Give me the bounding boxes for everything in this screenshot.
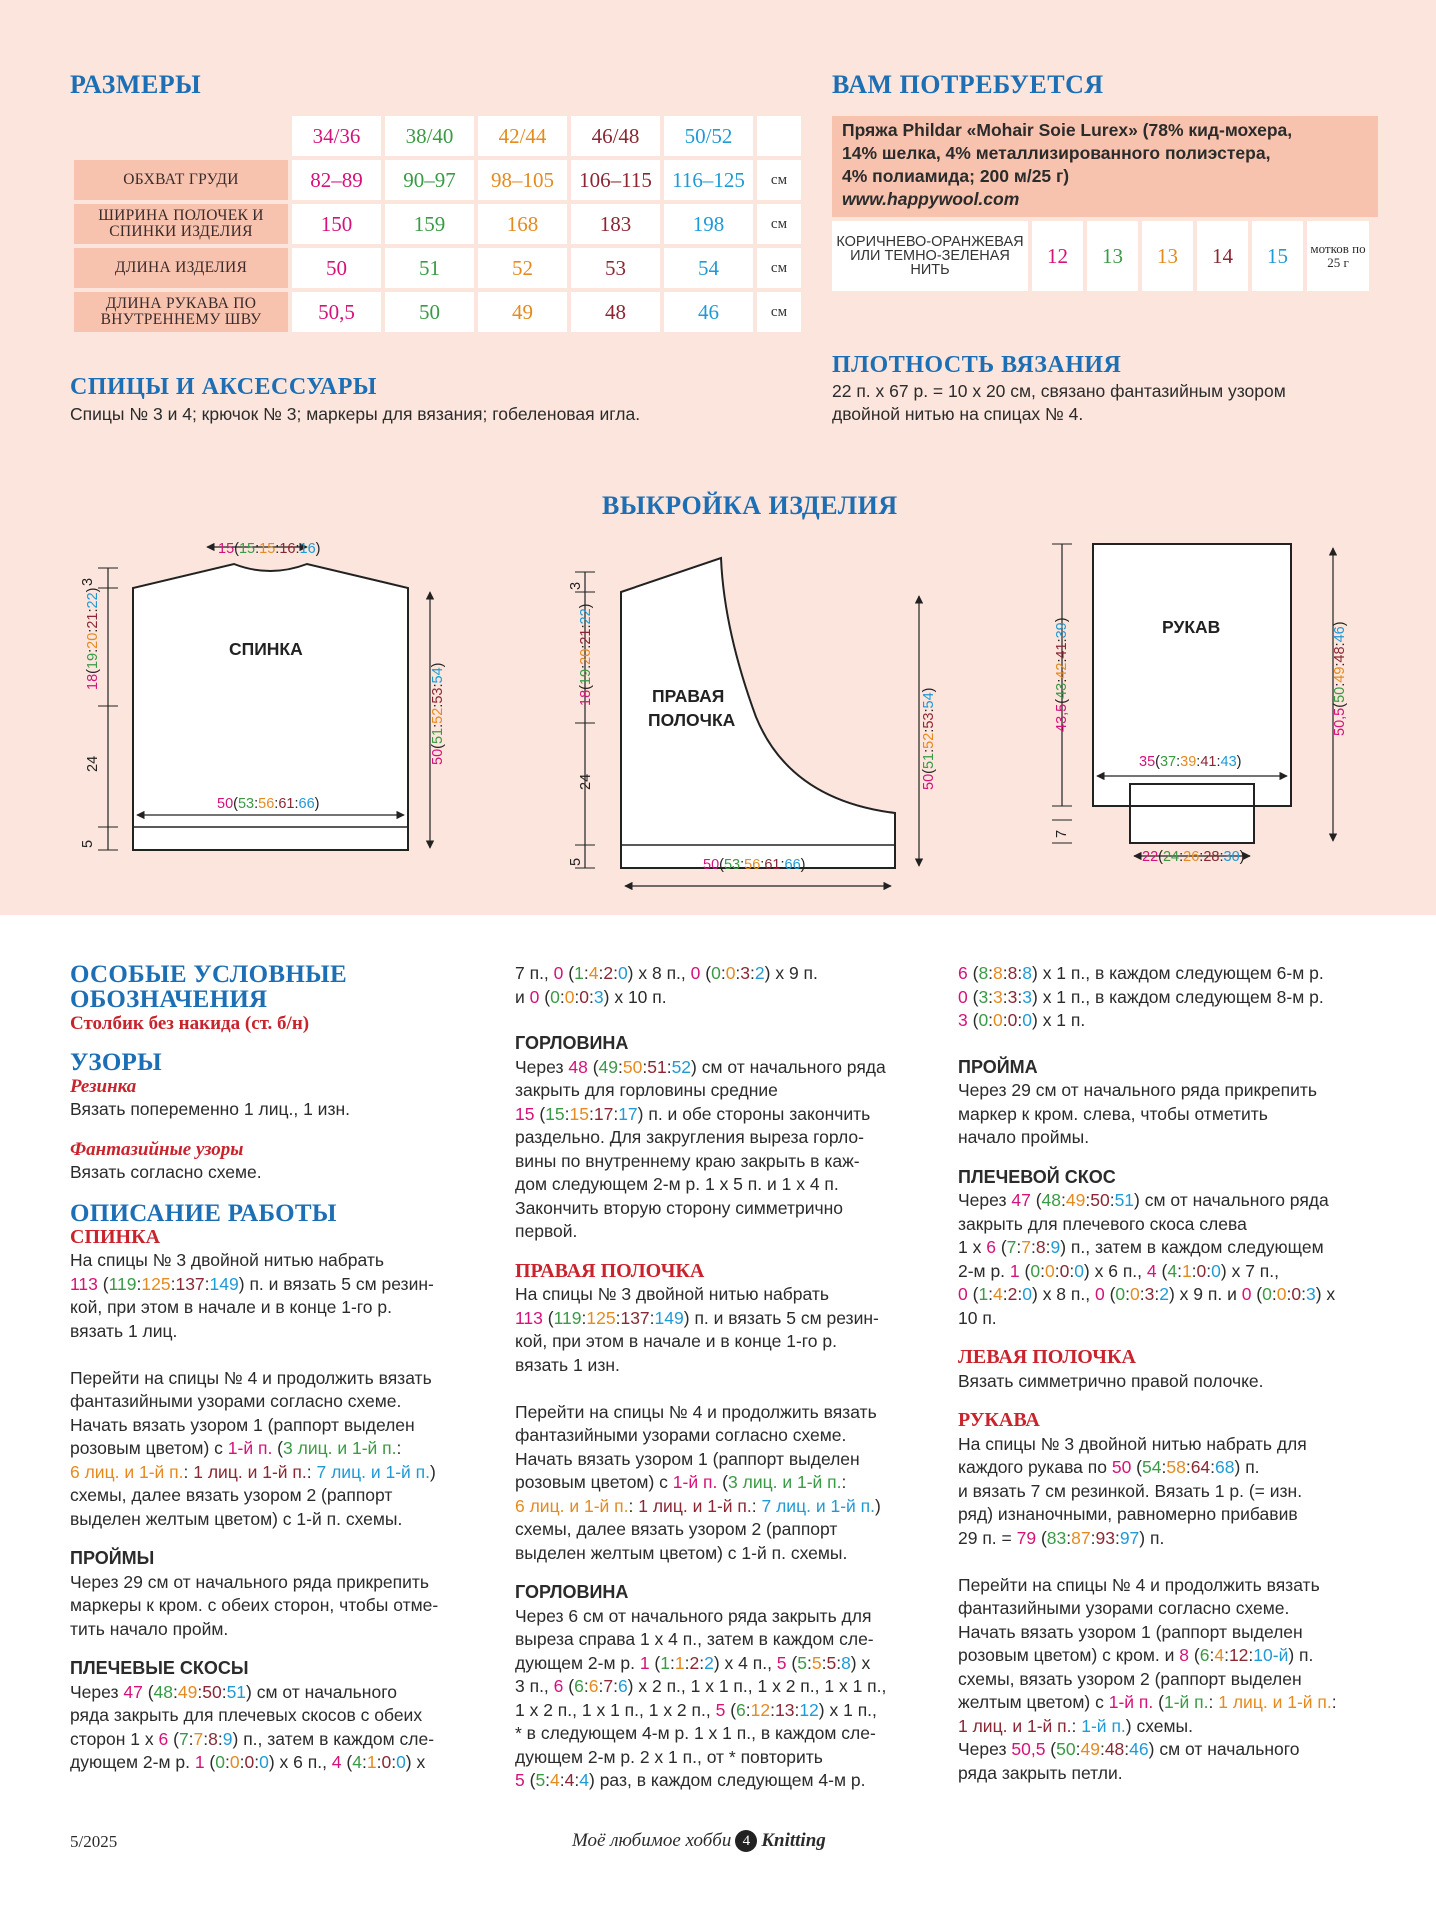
fancy-text: Вязать согласно схеме. bbox=[70, 1162, 262, 1182]
front-label: ПРАВАЯ bbox=[652, 686, 725, 706]
gauge-line: 22 п. х 67 р. = 10 х 20 см, связано фантазийным узором bbox=[832, 381, 1286, 401]
row-label: ДЛИНА РУКАВА ПО ВНУТРЕННЕМУ ШВУ bbox=[74, 292, 288, 332]
left-front-title: ЛЕВАЯ ПОЛОЧКА bbox=[958, 1346, 1136, 1368]
neck2-title: ГОРЛОВИНА bbox=[515, 1582, 629, 1602]
patterns-title: УЗОРЫ bbox=[70, 1048, 162, 1076]
armhole-title: ПРОЙМА bbox=[958, 1056, 1038, 1077]
shoulder-text: Через 47 (48:49:50:51) см от начального ряда закрыть для плечевого скоса слева 1 х 6 (7:7:8:9) п., затем в каждом следующем 2-м р. 1 (0:0:0:0) х 6 п., 4 (4:1:0:0) х 7 п., 0 (1:4:2:0) х 8 п., 0 (0:0:3:2) х 9 п. и 0 (0:0:0:3) х 10 п. bbox=[958, 1190, 1336, 1328]
issue-number: 5/2025 bbox=[70, 1832, 118, 1851]
sleeve-piece bbox=[1052, 544, 1348, 865]
skeins-value: 15 bbox=[1252, 221, 1303, 291]
needed-box bbox=[832, 116, 1378, 295]
back-armhole-measure: 18(19:20:21:22) bbox=[85, 587, 101, 690]
size-header: 42/44 bbox=[478, 116, 567, 156]
back-h3: 3 bbox=[80, 577, 96, 586]
gauge-text bbox=[832, 380, 1286, 426]
gauge-line: двойной нитью на спицах № 4. bbox=[832, 404, 1084, 424]
gauge-title: ПЛОТНОСТЬ ВЯЗАНИЯ bbox=[832, 352, 1122, 378]
row-label: ШИРИНА ПОЛОЧЕК И СПИНКИ ИЗДЕЛИЯ bbox=[74, 204, 288, 244]
cell: 52 bbox=[478, 248, 567, 288]
pattern-schematics bbox=[0, 520, 1436, 890]
sleeve-label: РУКАВ bbox=[1162, 617, 1221, 637]
cell: 48 bbox=[571, 292, 660, 332]
sleeves-text: На спицы № 3 двойной нитью набрать для каждого рукава по 50 (54:58:64:68) п. и вязать 7 см резинкой. Вязать 1 р. (= изн. ряд) изнаночными, равномерно прибавив 29 п. = 79 (83:87:93:97) п. Перейти на спицы № 4 и продолжить вязать фантазийными узорами согласно схеме. Начать вязать узором 1 (раппорт выделен розовым цветом) с кром. и 8 (6:4:12:10-й) п. схемы, вязать узором 2 (раппорт выделен желтым цветом) с 1-й п. (1-й п.: 1 лиц. и 1-й п.: 1 лиц. и 1-й п.: 1-й п.) схемы. Через 50,5 (50:49:48:46) см от начального ряда закрыть петли. bbox=[958, 1433, 1337, 1783]
neck-text: Через 48 (49:50:51:52) см от начального ряда закрыть для горловины средние 15 (15:15:17:17) п. и обе стороны закончить раздельно. Для закругления выреза горло- вины по внутреннему краю закрыть в каж- дом следующем 2-м р. 1 х 5 п. и 1 х 4 п. Закончить вторую сторону симметрично первой. bbox=[515, 1056, 886, 1241]
front-title: ПРАВАЯ ПОЛОЧКА bbox=[515, 1259, 705, 1282]
needed-title: ВАМ ПОТРЕБУЕТСЯ bbox=[832, 70, 1104, 99]
sizes-title: РАЗМЕРЫ bbox=[70, 70, 202, 99]
cell: 49 bbox=[478, 292, 567, 332]
armholes-title: ПРОЙМЫ bbox=[70, 1548, 155, 1568]
cuff-h7: 7 bbox=[1054, 829, 1070, 838]
cell: 106–115 bbox=[571, 160, 660, 200]
cell: 98–105 bbox=[478, 160, 567, 200]
special-title: ОБОЗНАЧЕНИЯ bbox=[70, 986, 268, 1013]
sleeve-height-measure: 43,5(43:42:41:39) bbox=[1054, 617, 1070, 732]
yarn-site-link[interactable]: www.happywool.com bbox=[842, 189, 1020, 209]
unit: см bbox=[757, 248, 801, 288]
sleeve-length-measure: 50,5(50:49:48:46) bbox=[1332, 621, 1348, 736]
cell: 50 bbox=[292, 248, 381, 288]
front-length-measure: 50(51:52:53:54) bbox=[921, 687, 937, 790]
cell: 90–97 bbox=[385, 160, 474, 200]
yarn-line: Пряжа Phildar «Mohair Soie Lurex» (78% кид-мохера, bbox=[842, 120, 1293, 140]
skeins-value: 13 bbox=[1142, 221, 1193, 291]
column-3 bbox=[958, 962, 1378, 1785]
size-header: 50/52 bbox=[664, 116, 753, 156]
neck2-text-cont: 6 (8:8:8:8) х 1 п., в каждом следующем 6-м р. 0 (3:3:3:3) х 1 п., в каждом следующем 8-м р. 3 (0:0:0:0) х 1 п. bbox=[958, 963, 1324, 1030]
cell: 150 bbox=[292, 204, 381, 244]
cell: 183 bbox=[571, 204, 660, 244]
cell: 168 bbox=[478, 204, 567, 244]
back-piece bbox=[80, 541, 446, 850]
front-piece bbox=[568, 558, 937, 886]
shoulders-title: ПЛЕЧЕВЫЕ СКОСЫ bbox=[70, 1658, 249, 1678]
rib-title: Резинка bbox=[70, 1075, 137, 1097]
magazine-brand: Knitting bbox=[761, 1830, 826, 1851]
needles-text: Спицы № 3 и 4; крючок № 3; маркеры для вязания; гобеленовая игла. bbox=[70, 404, 641, 424]
front-h24: 24 bbox=[578, 773, 594, 790]
cell: 198 bbox=[664, 204, 753, 244]
cell: 50,5 bbox=[292, 292, 381, 332]
fancy-title: Фантазийные узоры bbox=[70, 1138, 244, 1160]
back-label: СПИНКА bbox=[229, 639, 303, 659]
sleeves-title: РУКАВА bbox=[958, 1409, 1040, 1431]
shoulder-title: ПЛЕЧЕВОЙ СКОС bbox=[958, 1166, 1116, 1187]
left-front-text: Вязать симметрично правой полочке. bbox=[958, 1370, 1264, 1391]
skeins-value: 13 bbox=[1087, 221, 1138, 291]
unit: см bbox=[757, 292, 801, 332]
cell: 51 bbox=[385, 248, 474, 288]
cell: 159 bbox=[385, 204, 474, 244]
rib-text: Вязать попеременно 1 лиц., 1 изн. bbox=[70, 1099, 350, 1119]
special-title: ОСОБЫЕ УСЛОВНЫЕ bbox=[70, 961, 347, 988]
sleeve-width-measure: 35(37:39:41:43) bbox=[1139, 754, 1242, 770]
front-label: ПОЛОЧКА bbox=[648, 710, 736, 730]
back-text: На спицы № 3 двойной нитью набрать 113 (119:125:137:149) п. и вязать 5 см резин- кой, при этом в начале и в конце 1-го р. вязать 1 лиц. Перейти на спицы № 4 и продолжить вязать фантазийными узорами согласно схеме. Начать вязать узором 1 (раппорт выделен розовым цветом) с 1-й п. (3 лиц. и 1-й п.: 6 лиц. и 1-й п.: 1 лиц. и 1-й п.: 7 лиц. и 1-й п.) схемы, далее вязать узором 2 (раппорт выделен желтым цветом) с 1-й п. схемы. bbox=[70, 1250, 436, 1529]
cell: 53 bbox=[571, 248, 660, 288]
needles-title: СПИЦЫ И АКСЕССУАРЫ bbox=[70, 374, 377, 400]
cell: 82–89 bbox=[292, 160, 381, 200]
skeins-value: 14 bbox=[1197, 221, 1248, 291]
sizes-table bbox=[70, 112, 805, 336]
back-length-measure: 50(51:52:53:54) bbox=[430, 662, 446, 765]
row-label: ДЛИНА ИЗДЕЛИЯ bbox=[74, 248, 288, 288]
front-h3: 3 bbox=[568, 581, 584, 590]
yarn-line: 14% шелка, 4% металлизированного полиэстера, bbox=[842, 143, 1271, 163]
neck-title: ГОРЛОВИНА bbox=[515, 1033, 629, 1053]
size-header: 34/36 bbox=[292, 116, 381, 156]
cell: 50 bbox=[385, 292, 474, 332]
back-h24: 24 bbox=[85, 755, 101, 772]
skeins-unit: мотков по 25 г bbox=[1307, 221, 1369, 291]
cuff-width-measure: 22(24:26:28:30) bbox=[1142, 849, 1245, 865]
cell: 46 bbox=[664, 292, 753, 332]
column-2 bbox=[515, 962, 935, 1793]
magazine-name: Моё любимое хобби bbox=[572, 1830, 732, 1851]
back-title: СПИНКА bbox=[70, 1225, 161, 1248]
shoulders-text: Через 47 (48:49:50:51) см от начального ряда закрыть для плечевых скосов с обеих сторон 1 х 6 (7:7:8:9) п., затем в каждом сле- дующем 2-м р. 1 (0:0:0:0) х 6 п., 4 (4:1:0:0) х bbox=[70, 1681, 435, 1772]
cell: 54 bbox=[664, 248, 753, 288]
back-h5: 5 bbox=[80, 839, 96, 848]
pattern-title: ВЫКРОЙКА ИЗДЕЛИЯ bbox=[602, 491, 898, 520]
yarn-line: 4% полиамида; 200 м/25 г) bbox=[842, 166, 1070, 186]
shoulders-text-cont: 7 п., 0 (1:4:2:0) х 8 п., 0 (0:0:3:2) х 9 п. и 0 (0:0:0:3) х 10 п. bbox=[515, 963, 818, 1007]
front-width-measure: 50(53:56:61:66) bbox=[703, 857, 806, 873]
front-h5: 5 bbox=[568, 857, 584, 866]
armholes-text: Через 29 см от начального ряда прикрепить маркеры к кром. с обеих сторон, чтобы отме- тить начало пройм. bbox=[70, 1571, 439, 1639]
size-header: 46/48 bbox=[571, 116, 660, 156]
back-width-measure: 50(53:56:61:66) bbox=[217, 796, 320, 812]
unit: см bbox=[757, 160, 801, 200]
size-header: 38/40 bbox=[385, 116, 474, 156]
unit: см bbox=[757, 204, 801, 244]
armhole-text: Через 29 см от начального ряда прикрепить маркер к кром. слева, чтобы отметить начало проймы. bbox=[958, 1080, 1318, 1147]
column-1 bbox=[70, 962, 490, 1775]
special-item: Столбик без накида (ст. б/н) bbox=[70, 1013, 310, 1034]
yarn-color-label: КОРИЧНЕВО-ОРАНЖЕВАЯ ИЛИ ТЕМНО-ЗЕЛЕНАЯ НИТЬ bbox=[832, 221, 1028, 291]
skeins-value: 12 bbox=[1032, 221, 1083, 291]
front-text: На спицы № 3 двойной нитью набрать 113 (119:125:137:149) п. и вязать 5 см резин- кой, при этом в начале и в конце 1-го р. вязать 1 изн. Перейти на спицы № 4 и продолжить вязать фантазийными узорами согласно схеме. Начать вязать узором 1 (раппорт выделен розовым цветом) с 1-й п. (3 лиц. и 1-й п.: 6 лиц. и 1-й п.: 1 лиц. и 1-й п.: 7 лиц. и 1-й п.) схемы, далее вязать узором 2 (раппорт выделен желтым цветом) с 1-й п. схемы. bbox=[515, 1284, 881, 1563]
neck2-text: Через 6 см от начального ряда закрыть для выреза справа 1 х 4 п., затем в каждом сле- дующем 2-м р. 1 (1:1:2:2) х 4 п., 5 (5:5:5:8) х 3 п., 6 (6:6:7:6) х 2 п., 1 х 1 п., 1 х 2 п., 1 х 1 п., 1 х 2 п., 1 х 1 п., 1 х 2 п., 5 (6:12:13:12) х 1 п., * в следующем 4-м р. 1 х 1 п., в каждом сле- дующем 2-м р. 2 х 1 п., от * повторить 5 (5:4:4:4) раз, в каждом следующем 4-м р. bbox=[515, 1605, 887, 1790]
magazine-footer bbox=[572, 1830, 826, 1852]
back-neck-measure: 15(15:15:16:16) bbox=[218, 541, 321, 557]
work-title: ОПИСАНИЕ РАБОТЫ bbox=[70, 1199, 337, 1227]
magazine-logo-badge: 4 bbox=[735, 1830, 757, 1852]
front-neck-measure: 18(19:20:21:22) bbox=[578, 603, 594, 706]
cell: 116–125 bbox=[664, 160, 753, 200]
row-label: ОБХВАТ ГРУДИ bbox=[74, 160, 288, 200]
